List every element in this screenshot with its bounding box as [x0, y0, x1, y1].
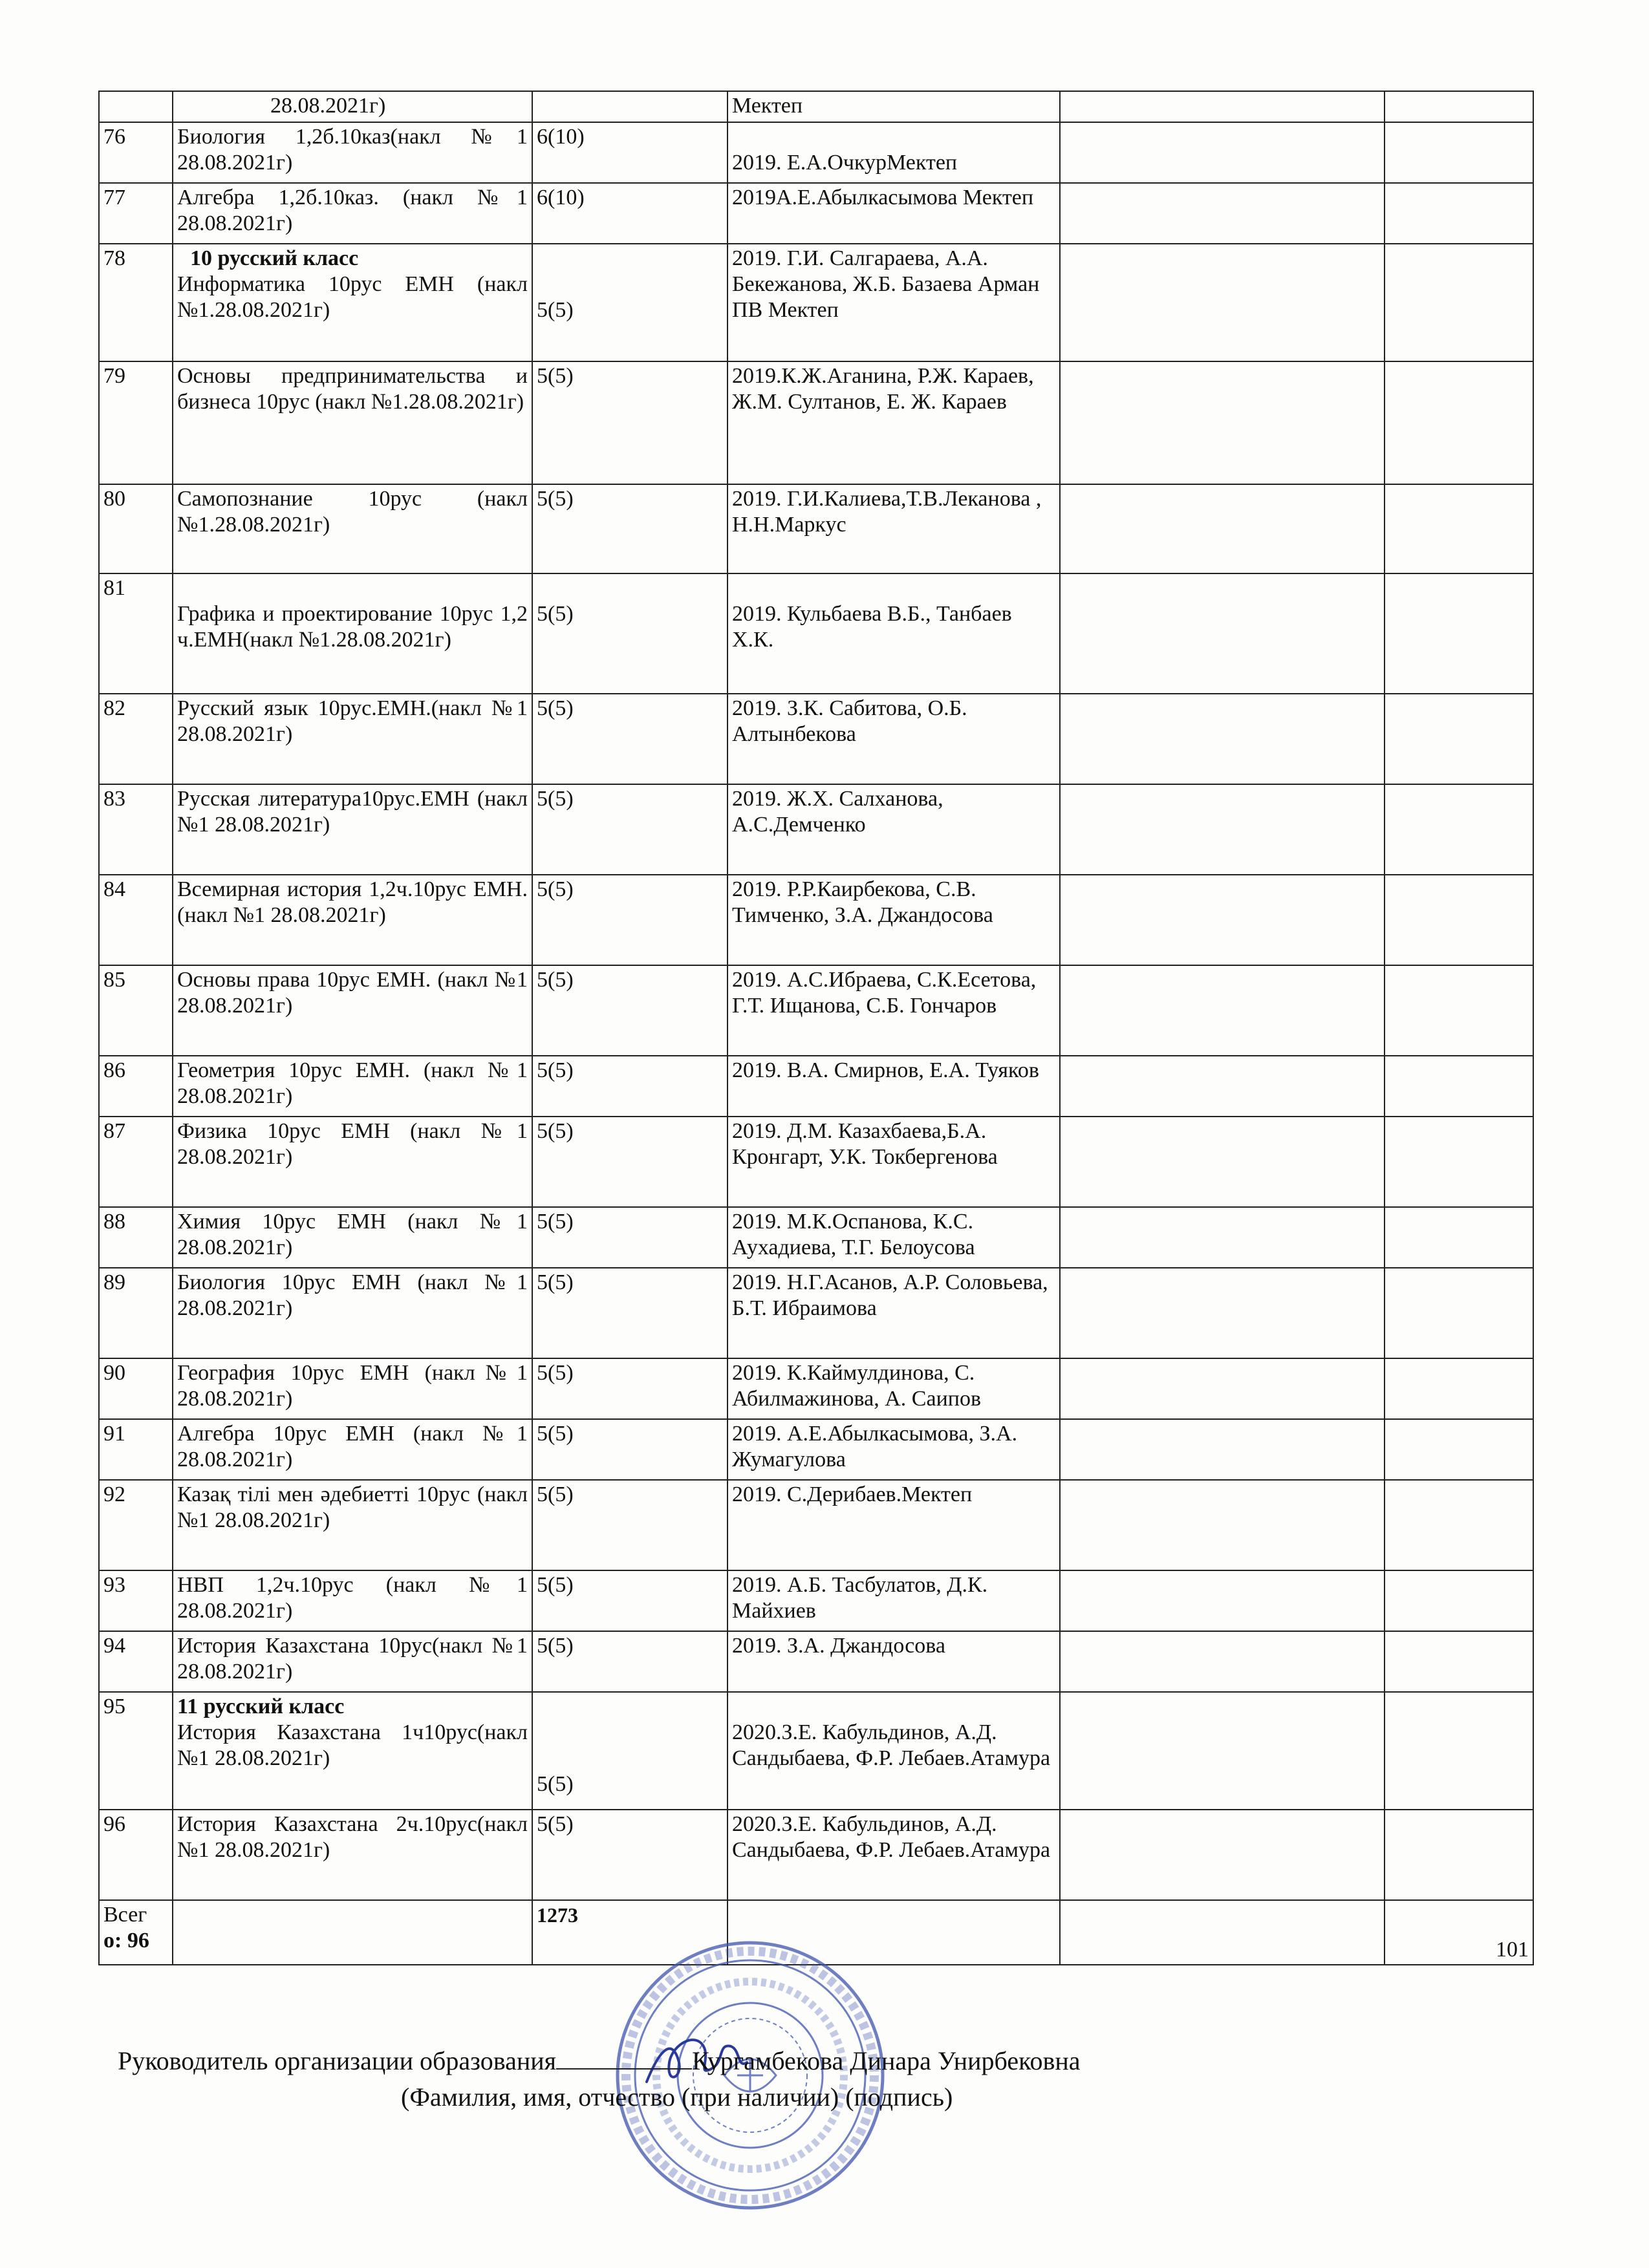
cell-title: НВП 1,2ч.10рус (накл №1 28.08.2021г) — [173, 1570, 532, 1631]
cell-num: 94 — [99, 1631, 173, 1692]
cell-author — [727, 573, 1060, 694]
cell-title: История Казахстана 10рус(накл №1 28.08.2021г) — [173, 1631, 532, 1692]
table-row — [99, 1419, 1533, 1480]
cell-qty: 5(5) — [532, 1117, 727, 1207]
cell-num: 87 — [99, 1117, 173, 1207]
table-row — [99, 1268, 1533, 1358]
table-row — [99, 1207, 1533, 1268]
title-text: Графика и проектирование 10рус 1,2 ч.ЕМН(накл №1.28.08.2021г) — [177, 602, 528, 652]
cell-qty — [532, 1692, 727, 1810]
qty-text: 5(5) — [537, 298, 574, 322]
cell-num: 77 — [99, 183, 173, 244]
cell-qty: 5(5) — [532, 1570, 727, 1631]
cell-title: Биология 10рус ЕМН (накл №1 28.08.2021г) — [173, 1268, 532, 1358]
cell-num: 82 — [99, 694, 173, 784]
author-text: 2020.З.Е. Кабульдинов, А.Д. Сандыбаева, Ф.Р. Лебаев.Атамура — [732, 1720, 1051, 1770]
class-heading: 10 русский класс — [190, 246, 359, 270]
cell-qty: 5(5) — [532, 1358, 727, 1419]
title-text: Информатика 10рус ЕМН (накл №1.28.08.2021г) — [177, 272, 528, 322]
cell-qty: 5(5) — [532, 784, 727, 875]
cell-author — [727, 122, 1060, 183]
class-heading: 11 русский класс — [177, 1695, 345, 1718]
cell-author: 2019. Г.И. Салгараева, А.А. Бекежанова, Ж.Б. Базаева Арман ПВ Мектеп — [727, 244, 1060, 361]
cell-title: Алгебра 1,2б.10каз. (накл №1 28.08.2021г) — [173, 183, 532, 244]
table-row — [99, 1358, 1533, 1419]
cell-title: Геометрия 10рус ЕМН. (накл №1 28.08.2021г) — [173, 1056, 532, 1117]
cell-num: 90 — [99, 1358, 173, 1419]
footer-role: Руководитель организации образования — [118, 2046, 557, 2075]
table-row — [99, 784, 1533, 875]
cell-title: 28.08.2021г) — [173, 91, 532, 122]
cell-title — [173, 244, 532, 361]
cell-qty — [532, 91, 727, 122]
cell-author: 2019. Р.Р.Каирбекова, С.В. Тимченко, З.А. Джандосова — [727, 875, 1060, 965]
table-row — [99, 1631, 1533, 1692]
cell-num: 85 — [99, 965, 173, 1056]
table-row — [99, 91, 1533, 122]
cell-author: 2019. С.Дерибаев.Мектеп — [727, 1480, 1060, 1570]
qty-text: 5(5) — [537, 1772, 574, 1796]
cell-author: 2019. Н.Г.Асанов, А.Р. Соловьева, Б.Т. Ибраимова — [727, 1268, 1060, 1358]
cell-author — [727, 1692, 1060, 1810]
cell-title — [173, 1692, 532, 1810]
table-row — [99, 122, 1533, 183]
cell-title: Русская литература10рус.ЕМН (накл №1 28.08.2021г) — [173, 784, 532, 875]
table-row — [99, 484, 1533, 573]
cell-qty: 6(10) — [532, 122, 727, 183]
textbook-register-table — [98, 91, 1534, 1965]
cell-author: Мектеп — [727, 91, 1060, 122]
cell-num: 95 — [99, 1692, 173, 1810]
cell-author: 2019. А.Е.Абылкасымова, З.А. Жумагулова — [727, 1419, 1060, 1480]
cell-qty: 5(5) — [532, 1631, 727, 1692]
cell-title: Алгебра 10рус ЕМН (накл №1 28.08.2021г) — [173, 1419, 532, 1480]
cell-num: 83 — [99, 784, 173, 875]
cell-empty — [1385, 91, 1533, 122]
author-text: 2019. Кульбаева В.Б., Танбаев Х.К. — [732, 602, 1012, 652]
cell-num: 93 — [99, 1570, 173, 1631]
table-row — [99, 573, 1533, 694]
cell-qty: 5(5) — [532, 361, 727, 484]
table-row — [99, 1810, 1533, 1900]
cell-author: 2019. В.А. Смирнов, Е.А. Туяков — [727, 1056, 1060, 1117]
footer-signature-line — [118, 2046, 1081, 2076]
cell-author: 2019А.Е.Абылкасымова Мектеп — [727, 183, 1060, 244]
table-row — [99, 1692, 1533, 1810]
cell-qty: 5(5) — [532, 484, 727, 573]
cell-qty: 5(5) — [532, 1207, 727, 1268]
cell-num: 78 — [99, 244, 173, 361]
cell-title: Основы предпринимательства и бизнеса 10рус (накл №1.28.08.2021г) — [173, 361, 532, 484]
cell-num: 80 — [99, 484, 173, 573]
cell-title: Биология 1,2б.10каз(накл №1 28.08.2021г) — [173, 122, 532, 183]
table-row — [99, 1117, 1533, 1207]
table-row — [99, 1570, 1533, 1631]
cell-title: Всемирная история 1,2ч.10рус ЕМН.(накл №1 28.08.2021г) — [173, 875, 532, 965]
cell-qty — [532, 244, 727, 361]
total-label: Всег о: 96 — [99, 1900, 173, 1965]
table-row — [99, 875, 1533, 965]
cell-title: Основы права 10рус ЕМН. (накл №1 28.08.2021г) — [173, 965, 532, 1056]
cell-author: 2019. Д.М. Казахбаева,Б.А. Кронгарт, У.К. Токбергенова — [727, 1117, 1060, 1207]
cell-qty: 5(5) — [532, 694, 727, 784]
cell-author: 2019. З.А. Джандосова — [727, 1631, 1060, 1692]
author-text: 2019. Е.А.ОчкурМектеп — [732, 151, 958, 175]
cell-title: География 10рус ЕМН (накл№1 28.08.2021г) — [173, 1358, 532, 1419]
table-row — [99, 183, 1533, 244]
cell-author: 2019. Ж.Х. Салханова, А.С.Демченко — [727, 784, 1060, 875]
cell-qty: 5(5) — [532, 1056, 727, 1117]
cell-qty: 5(5) — [532, 1480, 727, 1570]
cell-title — [173, 573, 532, 694]
cell-qty: 5(5) — [532, 1810, 727, 1900]
table-row — [99, 965, 1533, 1056]
cell-title: Химия 10рус ЕМН (накл №1 28.08.2021г) — [173, 1207, 532, 1268]
footer-name: Кургамбекова Динара Унирбековна — [692, 2046, 1081, 2075]
cell-author: 2019. А.С.Ибраева, С.К.Есетова, Г.Т. Ищанова, С.Б. Гончаров — [727, 965, 1060, 1056]
cell-qty: 6(10) — [532, 183, 727, 244]
cell-num: 96 — [99, 1810, 173, 1900]
cell-author: 2019.К.Ж.Аганина, Р.Ж. Караев, Ж.М. Султанов, Е. Ж. Караев — [727, 361, 1060, 484]
total-qty: 1273 — [532, 1900, 727, 1965]
cell-author: 2019. А.Б. Тасбулатов, Д.К. Майхиев — [727, 1570, 1060, 1631]
table-row — [99, 1480, 1533, 1570]
cell-qty: 5(5) — [532, 965, 727, 1056]
footer-caption: (Фамилия, имя, отчество (при наличии) (подпись) — [401, 2082, 953, 2112]
cell-qty: 5(5) — [532, 1419, 727, 1480]
cell-author: 2019. М.К.Оспанова, К.С. Аухадиева, Т.Г. Белоусова — [727, 1207, 1060, 1268]
cell-num: 84 — [99, 875, 173, 965]
table-row — [99, 361, 1533, 484]
cell-num: 79 — [99, 361, 173, 484]
cell-qty: 5(5) — [532, 875, 727, 965]
total-last: 101 — [1385, 1900, 1533, 1965]
cell-title: Самопознание 10рус (накл №1.28.08.2021г) — [173, 484, 532, 573]
cell-num: 86 — [99, 1056, 173, 1117]
cell-num: 89 — [99, 1268, 173, 1358]
cell-num — [99, 91, 173, 122]
cell-title: Казақ тілі мен әдебиетті 10рус (накл №1 28.08.2021г) — [173, 1480, 532, 1570]
qty-text: 5(5) — [537, 602, 574, 626]
cell-title: История Казахстана 2ч.10рус(накл №1 28.08.2021г) — [173, 1810, 532, 1900]
cell-qty: 5(5) — [532, 1268, 727, 1358]
table-row — [99, 244, 1533, 361]
cell-qty — [532, 573, 727, 694]
cell-title: Физика 10рус ЕМН (накл №1 28.08.2021г) — [173, 1117, 532, 1207]
cell-num: 81 — [99, 573, 173, 694]
cell-author: 2019. Г.И.Калиева,Т.В.Леканова , Н.Н.Маркус — [727, 484, 1060, 573]
cell-num: 92 — [99, 1480, 173, 1570]
cell-author: 2020.З.Е. Кабульдинов, А.Д. Сандыбаева, Ф.Р. Лебаев.Атамура — [727, 1810, 1060, 1900]
cell-empty — [1060, 91, 1385, 122]
cell-author: 2019. К.Каймулдинова, С. Абилмажинова, А. Саипов — [727, 1358, 1060, 1419]
title-text: История Казахстана 1ч10рус(накл №1 28.08.2021г) — [177, 1720, 528, 1770]
table-row — [99, 1056, 1533, 1117]
cell-author: 2019. З.К. Сабитова, О.Б. Алтынбекова — [727, 694, 1060, 784]
cell-title: Русский язык 10рус.ЕМН.(накл №1 28.08.2021г) — [173, 694, 532, 784]
cell-num: 76 — [99, 122, 173, 183]
table-row — [99, 694, 1533, 784]
signature-blank — [556, 2049, 692, 2070]
cell-num: 91 — [99, 1419, 173, 1480]
cell-num: 88 — [99, 1207, 173, 1268]
